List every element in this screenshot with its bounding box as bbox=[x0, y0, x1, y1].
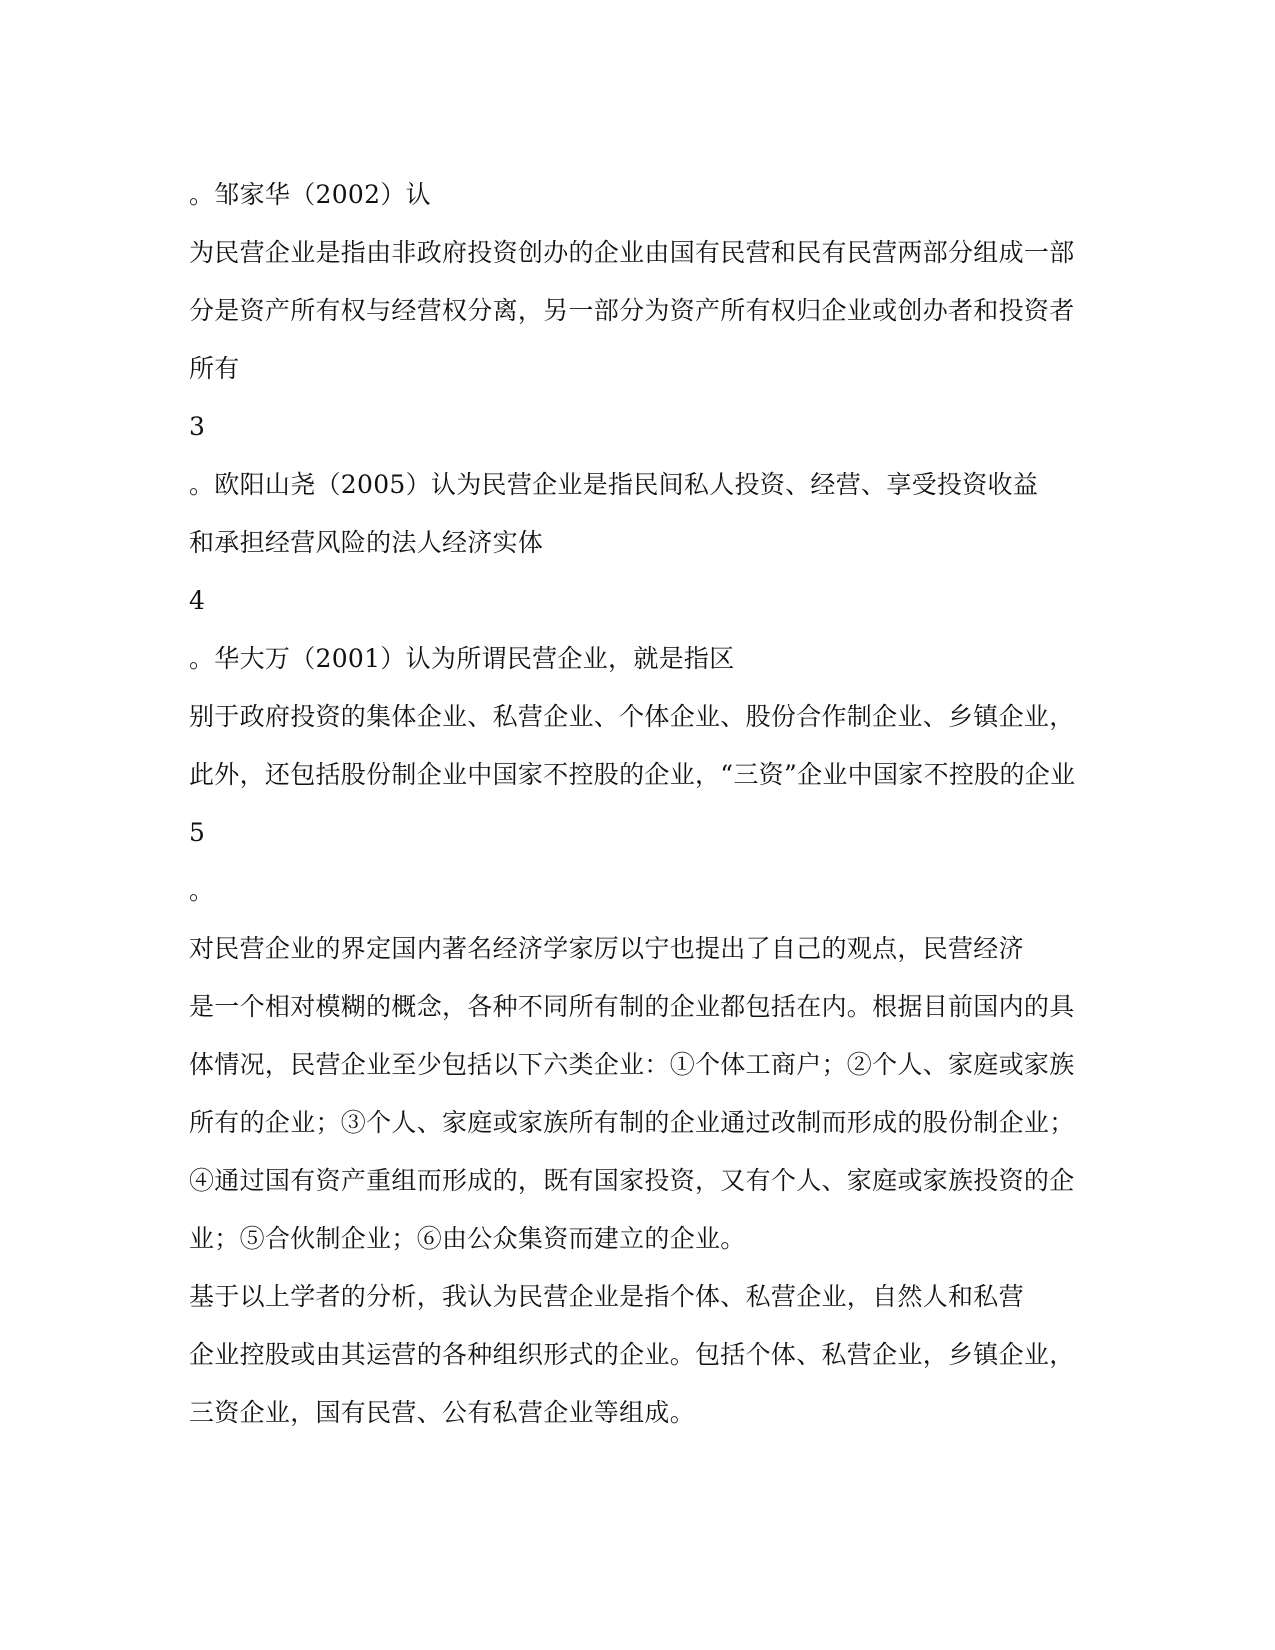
text-line: 所有的企业；③个人、家庭或家族所有制的企业通过改制而形成的股份制企业； bbox=[189, 1108, 1075, 1137]
footnote-marker: 3 bbox=[189, 412, 206, 441]
text-line: 和承担经营风险的法人经济实体 bbox=[189, 528, 544, 557]
text-line: 。邹家华（2002）认 bbox=[189, 180, 431, 209]
footnote-marker: 5 bbox=[189, 818, 206, 847]
footnote-marker: 4 bbox=[189, 586, 206, 615]
text-line: 业；⑤合伙制企业；⑥由公众集资而建立的企业。 bbox=[189, 1224, 746, 1253]
text-line: 此外，还包括股份制企业中国家不控股的企业，“三资”企业中国家不控股的企业 bbox=[189, 760, 1076, 789]
text-line: 所有 bbox=[189, 354, 240, 383]
text-line: 基于以上学者的分析，我认为民营企业是指个体、私营企业，自然人和私营 bbox=[189, 1282, 1024, 1311]
text-line: 为民营企业是指由非政府投资创办的企业由国有民营和民有民营两部分组成一部 bbox=[189, 238, 1075, 267]
text-line: 分是资产所有权与经营权分离，另一部分为资产所有权归企业或创办者和投资者 bbox=[189, 296, 1075, 325]
text-line: 。华大万（2001）认为所谓民营企业，就是指区 bbox=[189, 644, 735, 673]
text-line: 对民营企业的界定国内著名经济学家厉以宁也提出了自己的观点，民营经济 bbox=[189, 934, 1024, 963]
text-line: 体情况，民营企业至少包括以下六类企业：①个体工商户；②个人、家庭或家族 bbox=[189, 1050, 1075, 1079]
text-line: 三资企业，国有民营、公有私营企业等组成。 bbox=[189, 1398, 696, 1427]
text-line: 是一个相对模糊的概念，各种不同所有制的企业都包括在内。根据目前国内的具 bbox=[189, 992, 1075, 1021]
text-line: 企业控股或由其运营的各种组织形式的企业。包括个体、私营企业，乡镇企业， bbox=[189, 1340, 1075, 1369]
text-line: 。欧阳山尧（2005）认为民营企业是指民间私人投资、经营、享受投资收益 bbox=[189, 470, 1039, 499]
text-line: 。 bbox=[189, 876, 215, 905]
text-line: ④通过国有资产重组而形成的，既有国家投资，又有个人、家庭或家族投资的企 bbox=[189, 1166, 1075, 1195]
text-line: 别于政府投资的集体企业、私营企业、个体企业、股份合作制企业、乡镇企业， bbox=[189, 702, 1075, 731]
